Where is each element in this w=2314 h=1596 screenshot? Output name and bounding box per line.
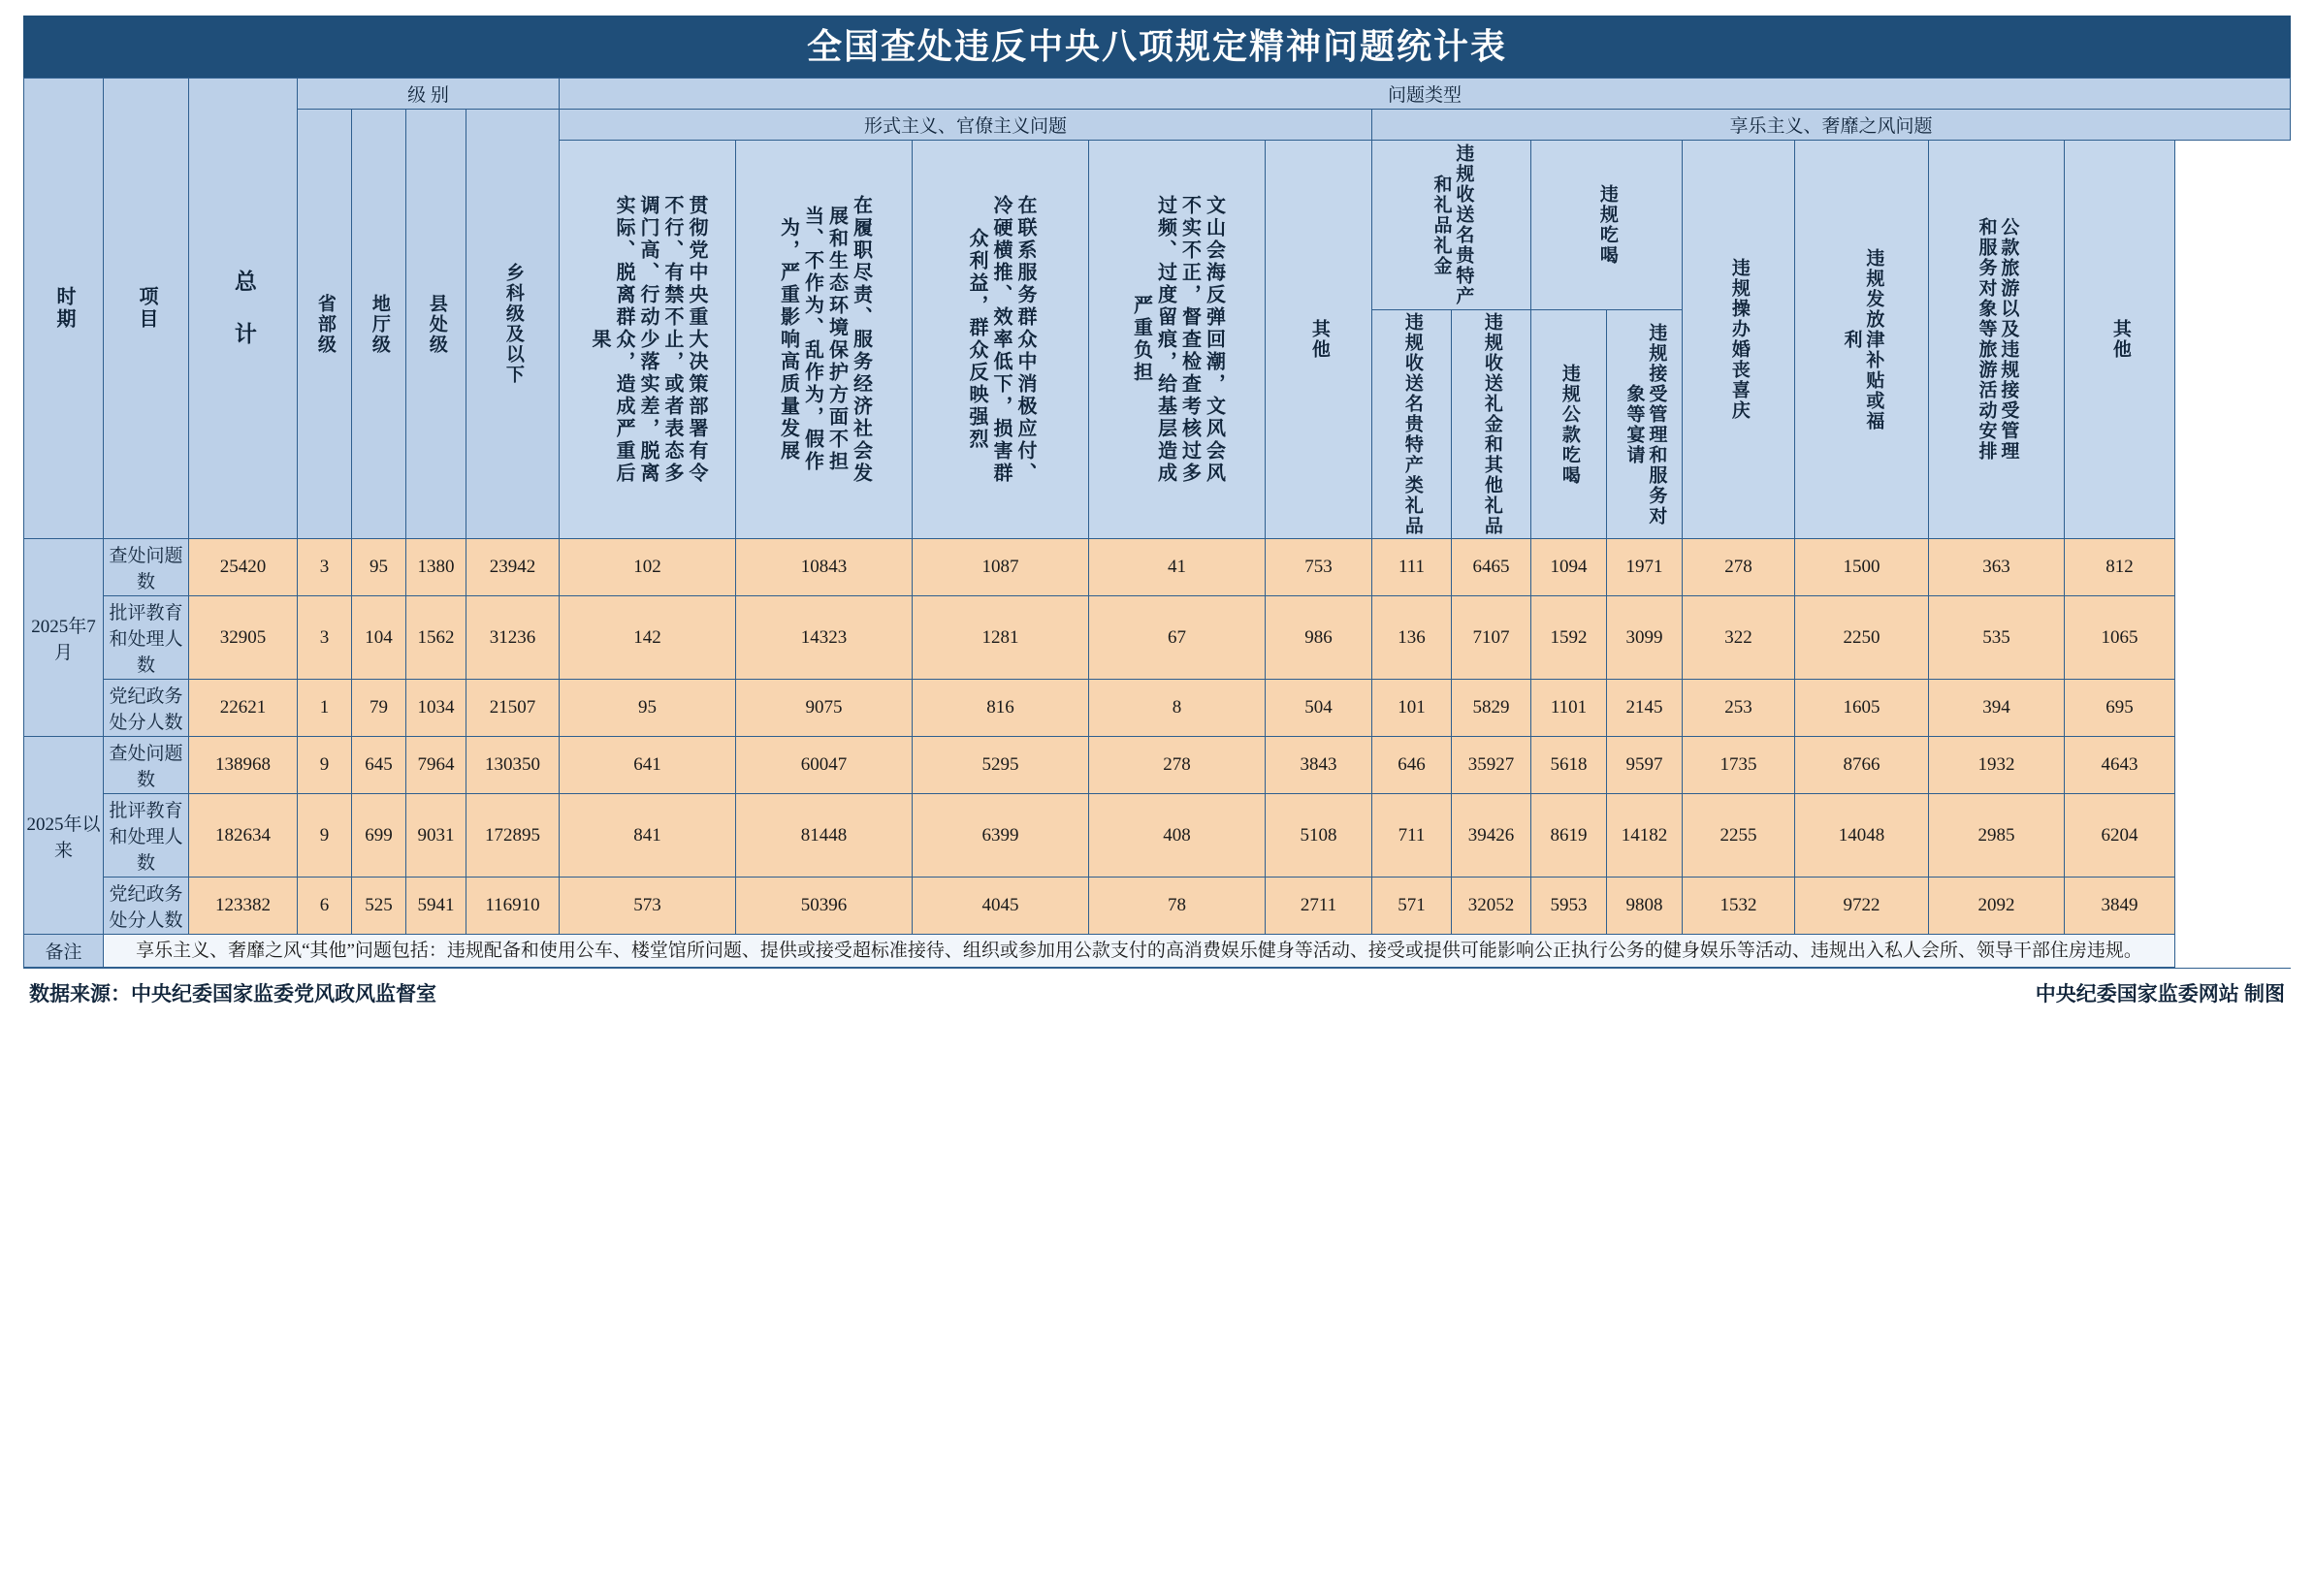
cell-total: 22621	[189, 680, 298, 737]
cell: 278	[1089, 737, 1266, 794]
cell: 23942	[466, 539, 560, 596]
cell: 2250	[1795, 596, 1929, 680]
header-formalism-col-other: 其他	[1266, 141, 1372, 539]
cell: 172895	[466, 794, 560, 878]
table-row	[24, 737, 2291, 794]
cell: 1	[298, 680, 352, 737]
cell: 41	[1089, 539, 1266, 596]
cell: 695	[2065, 680, 2175, 737]
cell: 4643	[2065, 737, 2175, 794]
cell: 8	[1089, 680, 1266, 737]
cell: 3	[298, 596, 352, 680]
cell: 1101	[1531, 680, 1607, 737]
header-level-diting: 地厅级	[352, 110, 406, 539]
credit: 中央纪委国家监委网站 制图	[2035, 982, 2285, 1006]
cell: 9075	[736, 680, 913, 737]
cell: 101	[1372, 680, 1452, 737]
cell: 8619	[1531, 794, 1607, 878]
row-label: 批评教育和处理人数	[104, 596, 189, 680]
cell: 504	[1266, 680, 1372, 737]
cell: 5618	[1531, 737, 1607, 794]
header-row-1	[24, 79, 2291, 110]
cell: 136	[1372, 596, 1452, 680]
cell: 5953	[1531, 878, 1607, 935]
cell: 5108	[1266, 794, 1372, 878]
cell-total: 123382	[189, 878, 298, 935]
cell: 711	[1372, 794, 1452, 878]
cell: 9808	[1607, 878, 1683, 935]
cell: 9031	[406, 794, 466, 878]
cell: 14182	[1607, 794, 1683, 878]
period-label-1: 2025年7月	[24, 539, 104, 737]
cell: 1065	[2065, 596, 2175, 680]
table-row	[24, 878, 2291, 935]
header-hedonism-sub-4: 违规接受管理和服务对象等宴请	[1607, 310, 1683, 539]
cell: 81448	[736, 794, 913, 878]
header-hedonism-other: 其他	[2065, 141, 2175, 539]
header-formalism-group: 形式主义、官僚主义问题	[560, 110, 1372, 141]
header-hedonism-sub-2: 违规收送礼金和其他礼品	[1452, 310, 1531, 539]
cell-total: 138968	[189, 737, 298, 794]
header-formalism-col-3: 在联系服务群众中消极应付、冷硬横推、效率低下，损害群众利益，群众反映强烈	[913, 141, 1089, 539]
cell-total: 182634	[189, 794, 298, 878]
cell: 2145	[1607, 680, 1683, 737]
cell: 408	[1089, 794, 1266, 878]
cell: 6	[298, 878, 352, 935]
cell: 753	[1266, 539, 1372, 596]
page-title: 全国查处违反中央八项规定精神问题统计表	[23, 16, 2291, 78]
table-row	[24, 596, 2291, 680]
header-formalism-col-2: 在履职尽责、服务经济社会发展和生态环境保护方面不担当、不作为、乱作为，假作为，严重影响高质量发展	[736, 141, 913, 539]
cell-total: 32905	[189, 596, 298, 680]
footer	[23, 968, 2291, 1007]
cell: 3	[298, 539, 352, 596]
cell: 571	[1372, 878, 1452, 935]
cell: 646	[1372, 737, 1452, 794]
header-item: 项目	[104, 79, 189, 539]
cell: 14323	[736, 596, 913, 680]
cell: 142	[560, 596, 736, 680]
cell: 1735	[1683, 737, 1795, 794]
cell: 6204	[2065, 794, 2175, 878]
cell: 3849	[2065, 878, 2175, 935]
cell: 2985	[1929, 794, 2065, 878]
header-hedonism-allowance: 违规发放津补贴或福利	[1795, 141, 1929, 539]
table-row	[24, 680, 2291, 737]
period-label-2: 2025年以来	[24, 737, 104, 935]
cell: 3099	[1607, 596, 1683, 680]
cell: 7107	[1452, 596, 1531, 680]
cell: 5295	[913, 737, 1089, 794]
cell: 67	[1089, 596, 1266, 680]
cell: 31236	[466, 596, 560, 680]
cell: 35927	[1452, 737, 1531, 794]
cell: 21507	[466, 680, 560, 737]
cell: 1094	[1531, 539, 1607, 596]
header-total: 总 计	[189, 79, 298, 539]
cell: 812	[2065, 539, 2175, 596]
header-hedonism-wedding: 违规操办婚丧喜庆	[1683, 141, 1795, 539]
cell: 394	[1929, 680, 2065, 737]
cell: 1500	[1795, 539, 1929, 596]
header-formalism-col-4: 文山会海反弹回潮，文风会风不实不正，督查检查考核过多过频、过度留痕，给基层造成严重负担	[1089, 141, 1266, 539]
header-level-sheng: 省部级	[298, 110, 352, 539]
header-hedonism-dining-group: 违规吃喝	[1531, 141, 1683, 310]
cell: 986	[1266, 596, 1372, 680]
row-label: 查处问题数	[104, 737, 189, 794]
cell: 4045	[913, 878, 1089, 935]
cell: 1380	[406, 539, 466, 596]
cell: 363	[1929, 539, 2065, 596]
cell: 1932	[1929, 737, 2065, 794]
note-row	[24, 935, 2291, 968]
cell: 3843	[1266, 737, 1372, 794]
header-period: 时期	[24, 79, 104, 539]
cell: 104	[352, 596, 406, 680]
cell: 39426	[1452, 794, 1531, 878]
cell: 1532	[1683, 878, 1795, 935]
cell: 645	[352, 737, 406, 794]
cell: 1592	[1531, 596, 1607, 680]
cell: 78	[1089, 878, 1266, 935]
cell: 50396	[736, 878, 913, 935]
row-label: 党纪政务处分人数	[104, 878, 189, 935]
header-formalism-col-1: 贯彻党中央重大决策部署有令不行、有禁不止，或者表态多调门高、行动少落实差，脱离实际、脱离群众，造成严重后果	[560, 141, 736, 539]
cell: 535	[1929, 596, 2065, 680]
cell: 95	[560, 680, 736, 737]
cell: 1605	[1795, 680, 1929, 737]
cell: 5941	[406, 878, 466, 935]
cell: 95	[352, 539, 406, 596]
cell: 9597	[1607, 737, 1683, 794]
header-hedonism-gift-group: 违规收送名贵特产和礼品礼金	[1372, 141, 1531, 310]
data-source: 数据来源：中央纪委国家监委党风政风监督室	[29, 982, 436, 1006]
cell: 1971	[1607, 539, 1683, 596]
cell: 7964	[406, 737, 466, 794]
row-label: 批评教育和处理人数	[104, 794, 189, 878]
header-hedonism-sub-1: 违规收送名贵特产类礼品	[1372, 310, 1452, 539]
table-row	[24, 539, 2291, 596]
table-row	[24, 794, 2291, 878]
cell: 130350	[466, 737, 560, 794]
cell: 8766	[1795, 737, 1929, 794]
cell: 641	[560, 737, 736, 794]
cell: 116910	[466, 878, 560, 935]
header-level-group: 级 别	[298, 79, 560, 110]
cell: 2711	[1266, 878, 1372, 935]
header-row-2	[24, 110, 2291, 141]
header-hedonism-travel: 公款旅游以及违规接受管理和服务对象等旅游活动安排	[1929, 141, 2065, 539]
cell: 9	[298, 794, 352, 878]
cell: 9722	[1795, 878, 1929, 935]
cell: 699	[352, 794, 406, 878]
note-text: 享乐主义、奢靡之风“其他”问题包括：违规配备和使用公车、楼堂馆所问题、提供或接受超标准接待、组织或参加用公款支付的高消费娱乐健身等活动、接受或提供可能影响公正执行公务的健身娱乐等活动、违规出入私人会所、领导干部住房违规。	[104, 935, 2175, 968]
header-hedonism-group: 享乐主义、奢靡之风问题	[1372, 110, 2291, 141]
cell-total: 25420	[189, 539, 298, 596]
statistics-table	[23, 78, 2291, 968]
note-label: 备注	[24, 935, 104, 968]
header-level-xiangke: 乡科级及以下	[466, 110, 560, 539]
cell: 525	[352, 878, 406, 935]
cell: 60047	[736, 737, 913, 794]
cell: 1034	[406, 680, 466, 737]
row-label: 查处问题数	[104, 539, 189, 596]
cell: 2092	[1929, 878, 2065, 935]
cell: 14048	[1795, 794, 1929, 878]
header-hedonism-sub-3: 违规公款吃喝	[1531, 310, 1607, 539]
cell: 816	[913, 680, 1089, 737]
row-label: 党纪政务处分人数	[104, 680, 189, 737]
cell: 278	[1683, 539, 1795, 596]
cell: 32052	[1452, 878, 1531, 935]
cell: 841	[560, 794, 736, 878]
cell: 79	[352, 680, 406, 737]
cell: 1562	[406, 596, 466, 680]
header-level-xianchu: 县处级	[406, 110, 466, 539]
cell: 1087	[913, 539, 1089, 596]
cell: 1281	[913, 596, 1089, 680]
cell: 102	[560, 539, 736, 596]
cell: 5829	[1452, 680, 1531, 737]
cell: 6465	[1452, 539, 1531, 596]
cell: 253	[1683, 680, 1795, 737]
cell: 2255	[1683, 794, 1795, 878]
cell: 111	[1372, 539, 1452, 596]
cell: 10843	[736, 539, 913, 596]
cell: 6399	[913, 794, 1089, 878]
cell: 322	[1683, 596, 1795, 680]
header-problem-type-group: 问题类型	[560, 79, 2291, 110]
cell: 9	[298, 737, 352, 794]
cell: 573	[560, 878, 736, 935]
